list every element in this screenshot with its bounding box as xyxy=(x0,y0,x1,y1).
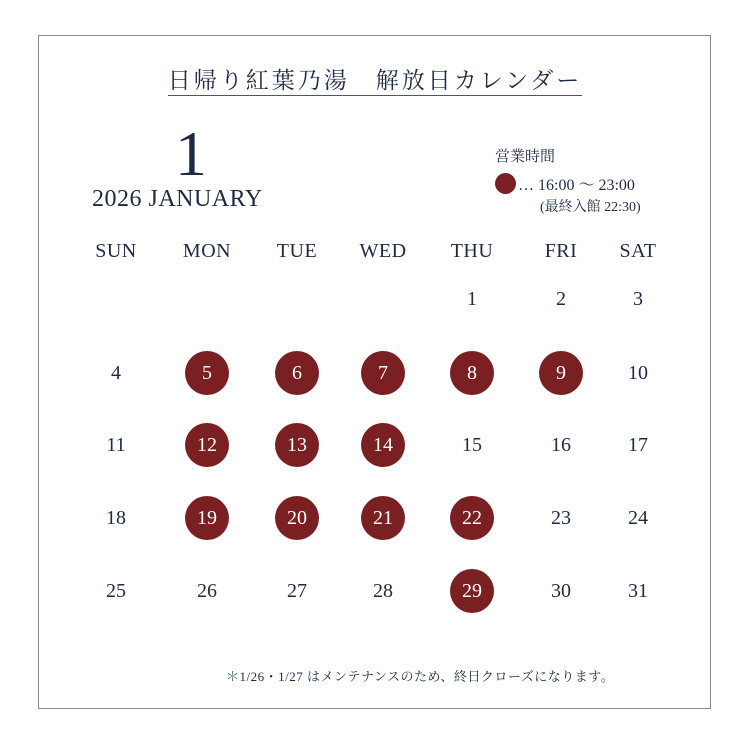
day-23: 23 xyxy=(551,506,571,529)
hours-row xyxy=(495,172,635,195)
month-label: 2026 JANUARY xyxy=(92,186,263,212)
open-day-19: 19 xyxy=(185,496,229,540)
open-day-14: 14 xyxy=(361,423,405,467)
open-day-20: 20 xyxy=(275,496,319,540)
day-10: 10 xyxy=(628,361,648,384)
open-day-13: 13 xyxy=(275,423,319,467)
weekday-thu: THU xyxy=(450,240,494,262)
open-day-6: 6 xyxy=(275,351,319,395)
day-17: 17 xyxy=(628,433,648,456)
day-15: 15 xyxy=(462,433,482,456)
day-24: 24 xyxy=(628,506,648,529)
day-26: 26 xyxy=(197,579,217,602)
day-25: 25 xyxy=(106,579,126,602)
calendar-title: 日帰り紅葉乃湯 解放日カレンダー xyxy=(167,68,583,93)
day-4: 4 xyxy=(111,361,121,384)
day-2: 2 xyxy=(556,287,566,310)
title-underline xyxy=(168,95,582,96)
open-day-8: 8 xyxy=(450,351,494,395)
month-number: 1 xyxy=(175,118,207,189)
open-day-5: 5 xyxy=(185,351,229,395)
weekday-sun: SUN xyxy=(95,240,137,262)
day-16: 16 xyxy=(551,433,571,456)
weekday-wed: WED xyxy=(359,240,407,262)
weekday-tue: TUE xyxy=(276,240,318,262)
day-28: 28 xyxy=(373,579,393,602)
open-day-9: 9 xyxy=(539,351,583,395)
day-30: 30 xyxy=(551,579,571,602)
day-3: 3 xyxy=(633,287,643,310)
day-11: 11 xyxy=(106,433,126,456)
hours-last-entry: (最終入館 22:30) xyxy=(540,200,641,215)
hours-time: … 16:00 〜 23:00 xyxy=(518,177,635,194)
open-day-22: 22 xyxy=(450,496,494,540)
open-day-7: 7 xyxy=(361,351,405,395)
footnote xyxy=(226,666,614,685)
day-27: 27 xyxy=(287,579,307,602)
footnote-text: 1/26・1/27 はメンテナンスのため、終日クローズになります。 xyxy=(239,669,615,684)
day-31: 31 xyxy=(628,579,648,602)
weekday-fri: FRI xyxy=(544,240,578,262)
open-day-21: 21 xyxy=(361,496,405,540)
weekday-sat: SAT xyxy=(619,240,657,262)
day-1: 1 xyxy=(467,287,477,310)
day-18: 18 xyxy=(106,506,126,529)
footnote-mark: ＊ xyxy=(226,669,240,684)
open-day-29: 29 xyxy=(450,569,494,613)
weekday-mon: MON xyxy=(182,240,232,262)
legend-dot-icon xyxy=(495,173,516,194)
open-day-12: 12 xyxy=(185,423,229,467)
hours-heading: 営業時間 xyxy=(495,149,556,165)
